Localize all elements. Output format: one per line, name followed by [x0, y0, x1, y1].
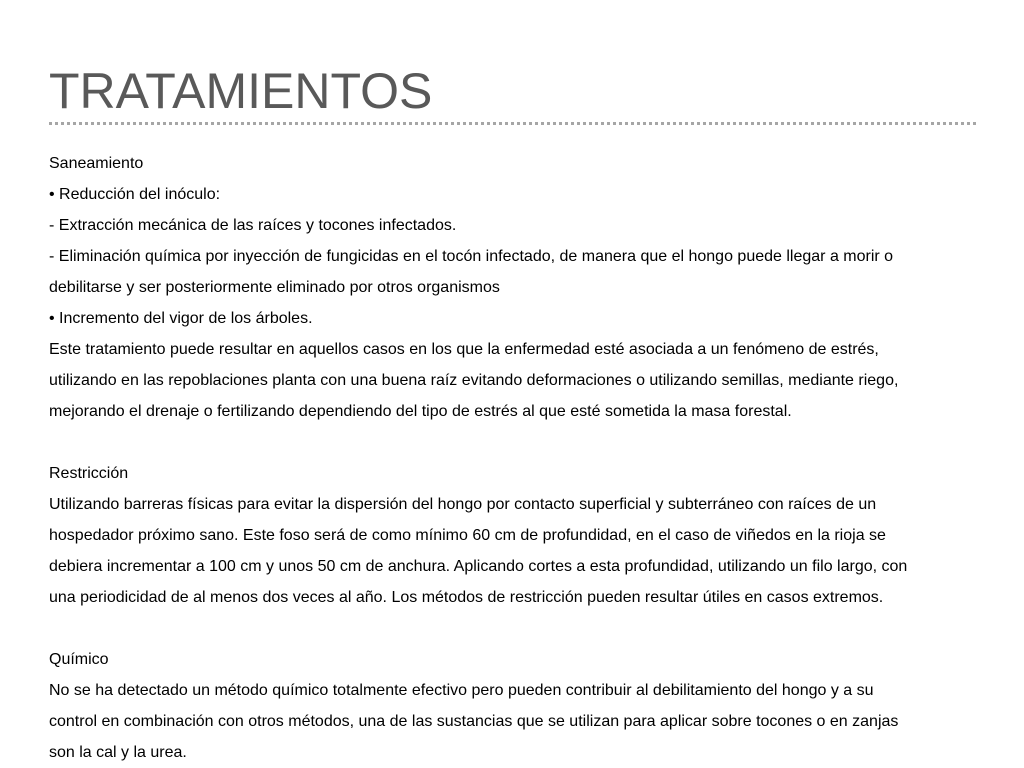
section-heading-saneamiento: Saneamiento: [49, 155, 144, 172]
text-line: - Eliminación química por inyección de fungicidas en el tocón infectado, de manera que el hongo puede llegar a morir o: [49, 248, 894, 265]
text-line: son la cal y la urea.: [49, 744, 187, 761]
text-line: hospedador próximo sano. Este foso será de como mínimo 60 cm de profundidad, en el caso de viñedos en la rioja se: [49, 527, 886, 544]
section-quimico: [49, 644, 984, 768]
text-line: una periodicidad de al menos dos veces al año. Los métodos de restricción pueden resultar útiles en casos extremos.: [49, 589, 884, 606]
section-heading-quimico: Químico: [49, 651, 109, 668]
text-line: mejorando el drenaje o fertilizando dependiendo del tipo de estrés al que esté sometida la masa forestal.: [49, 403, 792, 420]
section-saneamiento: [49, 148, 984, 427]
slide-title: TRATAMIENTOS: [49, 63, 433, 119]
slide-body: [49, 148, 984, 768]
text-line: Utilizando barreras físicas para evitar la dispersión del hongo por contacto superficial y subterráneo con raíces de un: [49, 496, 877, 513]
text-line: No se ha detectado un método químico totalmente efectivo pero pueden contribuir al debilitamiento del hongo y a su: [49, 682, 874, 699]
text-line: debilitarse y ser posteriormente eliminado por otros organismos: [49, 279, 500, 296]
paragraph-gap: [49, 427, 984, 458]
text-line: utilizando en las repoblaciones planta con una buena raíz evitando deformaciones o utilizando semillas, mediante riego,: [49, 372, 899, 389]
section-restriccion: [49, 458, 984, 613]
text-line: debiera incrementar a 100 cm y unos 50 cm de anchura. Aplicando cortes a esta profundidad, utilizando un filo largo, con: [49, 558, 908, 575]
text-line: - Extracción mecánica de las raíces y tocones infectados.: [49, 217, 457, 234]
section-heading-restriccion: Restricción: [49, 465, 129, 482]
bullet-incremento-vigor: • Incremento del vigor de los árboles.: [49, 310, 313, 327]
text-line: control en combinación con otros métodos, una de las sustancias que se utilizan para aplicar sobre tocones o en zanjas: [49, 713, 899, 730]
title-divider: [49, 122, 976, 125]
text-line: Este tratamiento puede resultar en aquellos casos en los que la enfermedad esté asociada a un fenómeno de estrés,: [49, 341, 879, 358]
paragraph-gap: [49, 613, 984, 644]
bullet-reduccion-inoculo: • Reducción del inóculo:: [49, 186, 221, 203]
